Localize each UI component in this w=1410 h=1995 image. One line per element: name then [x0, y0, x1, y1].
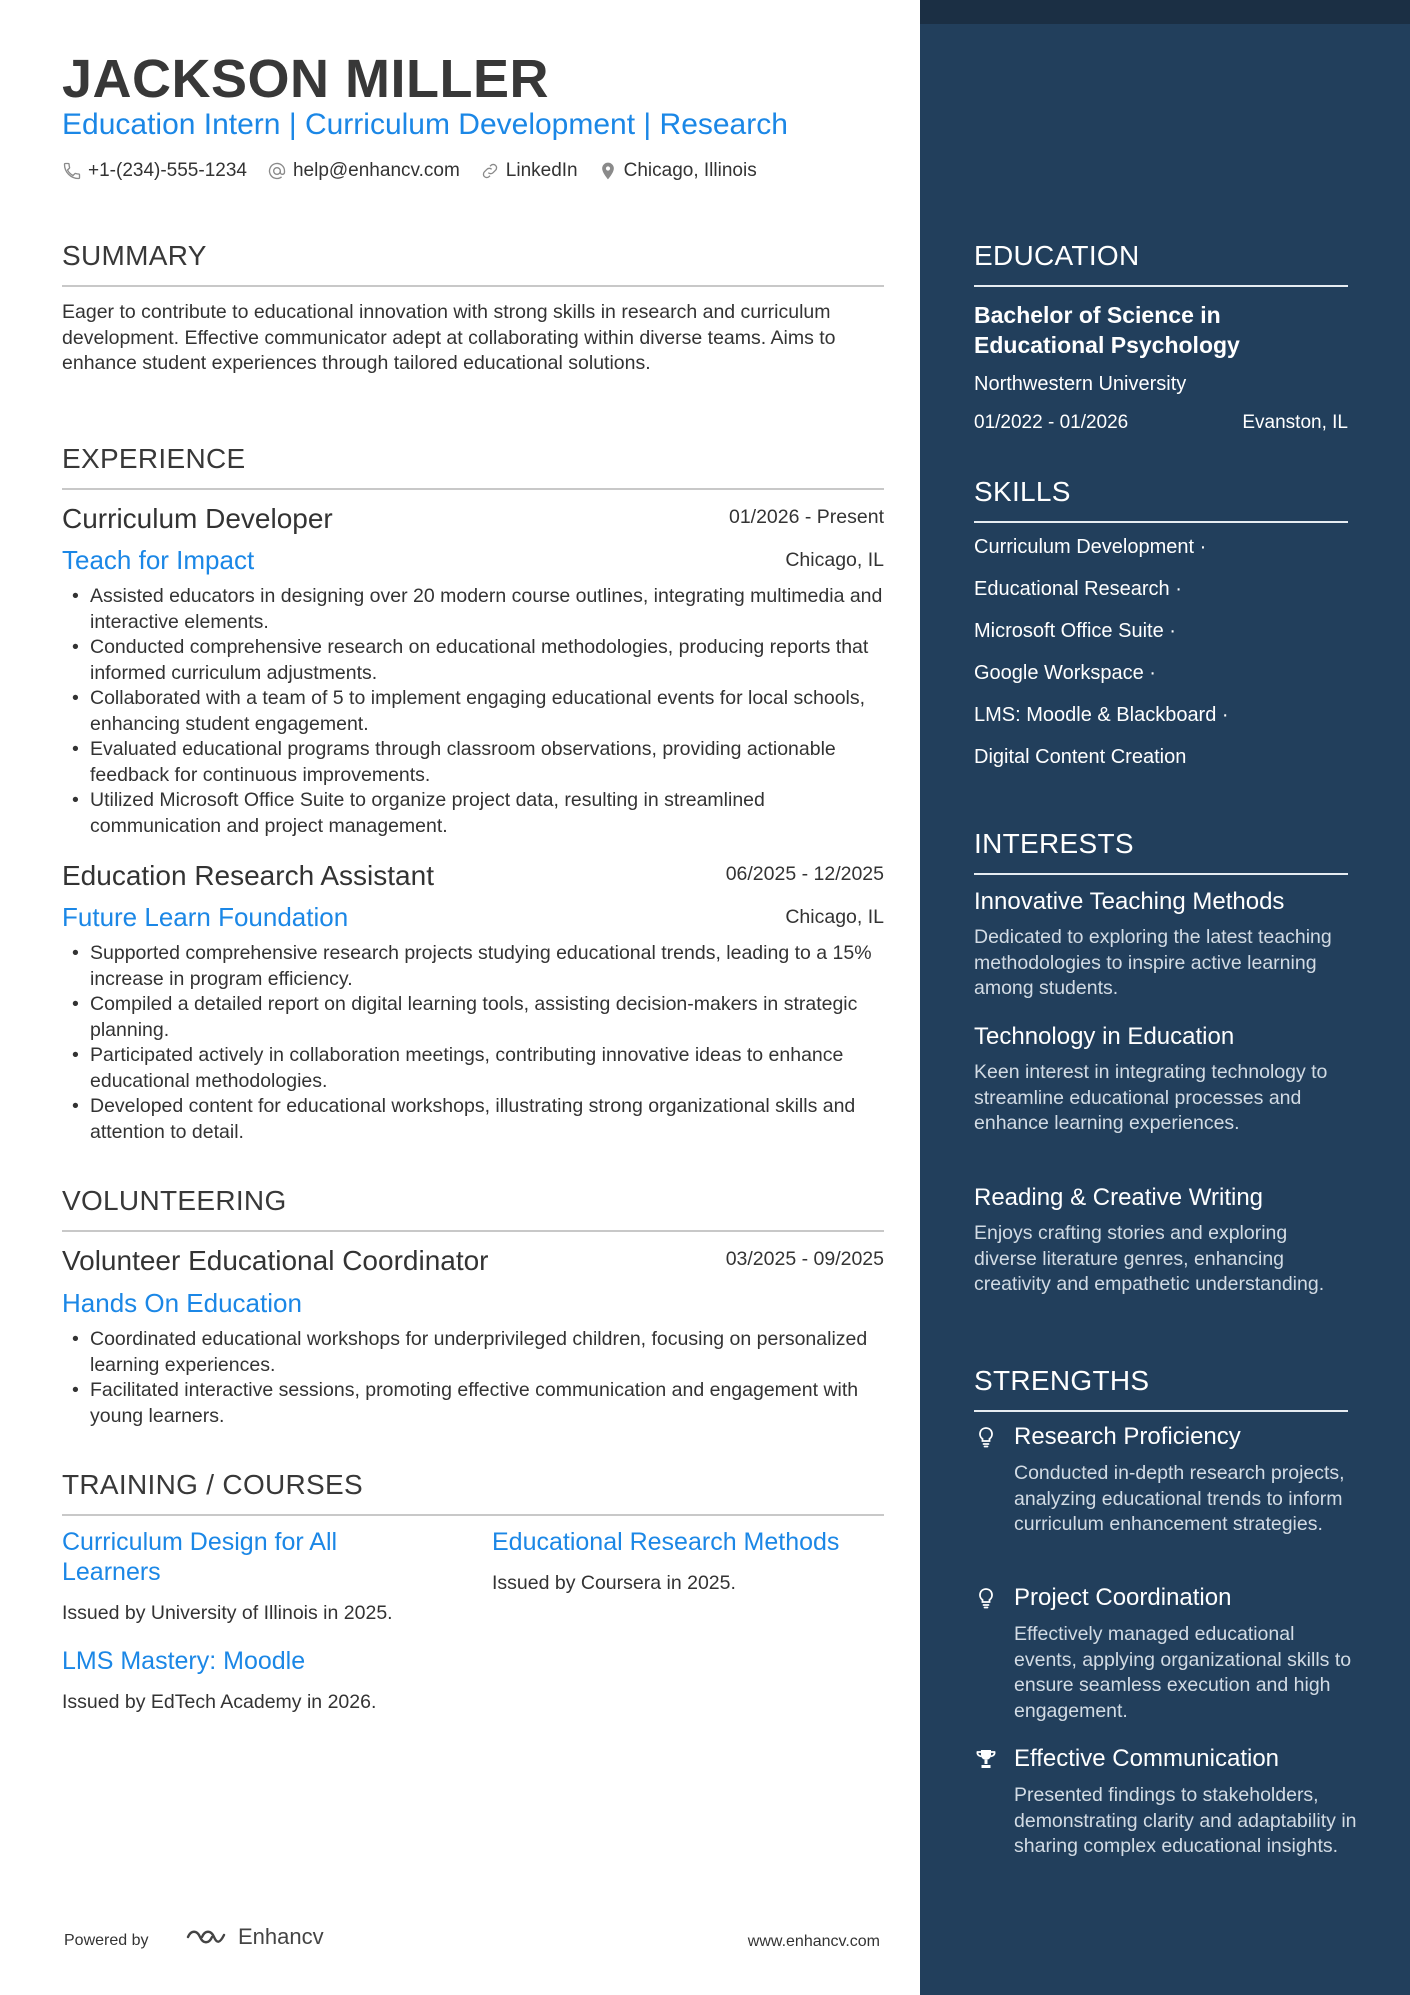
volunteer-bullets — [62, 1327, 892, 1429]
interest-desc: Dedicated to exploring the latest teaching methodologies to inspire active learning among students. — [974, 926, 1332, 999]
contact-location-text: Chicago, Illinois — [623, 160, 757, 181]
contact-row — [62, 160, 757, 182]
course-issuer: Issued by Coursera in 2025. — [492, 1572, 736, 1594]
bullet-item: • Conducted comprehensive research on educational methodologies, producing reports that informed curriculum adjustments. — [62, 635, 892, 686]
interest-title: Technology in Education — [974, 1023, 1235, 1050]
volunteering-rule — [62, 1230, 884, 1232]
strength-title: Research Proficiency — [1014, 1423, 1241, 1450]
skills-title: SKILLS — [974, 476, 1071, 507]
phone-icon — [62, 161, 82, 181]
volunteering-title: VOLUNTEERING — [62, 1185, 287, 1216]
skill-item: Microsoft Office Suite · — [974, 620, 1176, 642]
interest-desc: Enjoys crafting stories and exploring diverse literature genres, enhancing creativity and empathetic understanding. — [974, 1222, 1325, 1295]
course-name: Educational Research Methods — [492, 1528, 840, 1556]
bullet-item: • Developed content for educational workshops, illustrating strong organizational skills and attention to detail. — [62, 1094, 892, 1145]
strength-title: Project Coordination — [1014, 1584, 1232, 1611]
training-title: TRAINING / COURSES — [62, 1469, 363, 1500]
footer-url[interactable]: www.enhancv.com — [747, 1933, 880, 1950]
course-issuer: Issued by EdTech Academy in 2026. — [62, 1691, 377, 1713]
job-location: Chicago, IL — [785, 549, 884, 571]
contact-email-text: help@enhancv.com — [292, 160, 460, 181]
summary-text: Eager to contribute to educational innovation with strong skills in research and curriculum development. Effective communicator adept at collaborating within diverse teams. Aims to enhance student experiences through tailored educational solutions. — [62, 301, 836, 374]
footer-powered-by: Powered by — [64, 1932, 149, 1949]
job-date: 01/2026 - Present — [728, 506, 884, 528]
link-icon — [480, 161, 500, 181]
degree-name: Bachelor of Science in Educational Psychology — [974, 302, 1240, 358]
interests-title: INTERESTS — [974, 828, 1134, 859]
job-bullets — [62, 584, 892, 839]
job-title: Education Research Assistant — [62, 860, 434, 891]
job-date: 06/2025 - 12/2025 — [725, 863, 884, 885]
school-name: Northwestern University — [974, 373, 1187, 395]
strength-desc: Effectively managed educational events, applying organizational skills to ensure seamless execution and high engagement. — [1014, 1623, 1352, 1722]
bullet-item: • Coordinated educational workshops for underprivileged children, focusing on personalized learning experiences. — [62, 1327, 892, 1378]
lightbulb-icon — [974, 1425, 998, 1449]
candidate-name: JACKSON MILLER — [62, 49, 550, 109]
summary-title: SUMMARY — [62, 240, 207, 271]
company-name: Teach for Impact — [62, 545, 255, 575]
skills-rule — [974, 521, 1348, 523]
interest-title: Reading & Creative Writing — [974, 1184, 1264, 1211]
summary-rule — [62, 285, 884, 287]
interest-title: Innovative Teaching Methods — [974, 888, 1285, 915]
strength-desc: Conducted in-depth research projects, analyzing educational trends to inform curriculum enhancement strategies. — [1014, 1462, 1345, 1535]
strengths-title: STRENGTHS — [974, 1365, 1150, 1396]
skill-item: Google Workspace · — [974, 662, 1156, 684]
volunteer-date: 03/2025 - 09/2025 — [725, 1248, 884, 1270]
education-rule — [974, 285, 1348, 287]
job-title: Curriculum Developer — [62, 503, 333, 534]
trophy-icon — [974, 1747, 998, 1771]
bullet-item: • Supported comprehensive research projects studying educational trends, leading to a 15% increase in program efficiency. — [62, 941, 892, 992]
education-title: EDUCATION — [974, 240, 1140, 271]
bullet-item: • Utilized Microsoft Office Suite to organize project data, resulting in streamlined communication and project management. — [62, 788, 892, 839]
sidebar-top-bar — [920, 0, 1410, 24]
course-issuer: Issued by University of Illinois in 2025. — [62, 1602, 393, 1624]
experience-title: EXPERIENCE — [62, 443, 246, 474]
contact-phone-text: +1-(234)-555-1234 — [88, 160, 247, 181]
strength-title: Effective Communication — [1014, 1745, 1280, 1772]
enhancv-logo-icon — [184, 1925, 230, 1949]
bullet-item: • Compiled a detailed report on digital learning tools, assisting decision-makers in strategic planning. — [62, 992, 892, 1043]
bullet-item: • Assisted educators in designing over 20 modern course outlines, integrating multimedia and interactive elements. — [62, 584, 892, 635]
interests-rule — [974, 873, 1348, 875]
headline: Education Intern | Curriculum Development | Research — [62, 108, 788, 141]
footer-brand: Enhancv — [238, 1924, 324, 1949]
contact-linkedin[interactable] — [480, 160, 578, 182]
contact-phone[interactable] — [62, 160, 247, 182]
job-bullets — [62, 941, 892, 1145]
experience-rule — [62, 488, 884, 490]
contact-linkedin-text: LinkedIn — [505, 160, 578, 181]
volunteer-org: Hands On Education — [62, 1288, 302, 1318]
company-name: Future Learn Foundation — [62, 902, 349, 932]
course-name: Curriculum Design for All Learners — [62, 1528, 338, 1586]
interest-desc: Keen interest in integrating technology to streamline educational processes and enhance learning experiences. — [974, 1061, 1328, 1134]
bullet-item: • Participated actively in collaboration meetings, contributing innovative ideas to enhance educational methodologies. — [62, 1043, 892, 1094]
strengths-rule — [974, 1410, 1348, 1412]
job-location: Chicago, IL — [785, 906, 884, 928]
bullet-item: • Collaborated with a team of 5 to implement engaging educational events for local schools, enhancing student engagement. — [62, 686, 892, 737]
volunteer-role: Volunteer Educational Coordinator — [62, 1245, 489, 1276]
contact-email[interactable] — [267, 160, 460, 182]
lightbulb-icon — [974, 1586, 998, 1610]
contact-location — [598, 160, 757, 182]
bullet-item: • Facilitated interactive sessions, promoting effective communication and engagement with young learners. — [62, 1378, 892, 1429]
location-pin-icon — [598, 161, 618, 181]
strength-desc: Presented findings to stakeholders, demonstrating clarity and adaptability in sharing complex educational insights. — [1014, 1784, 1357, 1857]
skill-item: Digital Content Creation — [974, 746, 1187, 768]
skill-item: LMS: Moodle & Blackboard · — [974, 704, 1229, 726]
training-rule — [62, 1514, 884, 1516]
at-icon — [267, 161, 287, 181]
skill-item: Educational Research · — [974, 578, 1182, 600]
footer-logo[interactable] — [184, 1924, 324, 1950]
bullet-item: • Evaluated educational programs through classroom observations, providing actionable feedback for continuous improvements. — [62, 737, 892, 788]
course-name: LMS Mastery: Moodle — [62, 1647, 306, 1675]
education-date: 01/2022 - 01/2026 — [974, 412, 1129, 433]
education-location: Evanston, IL — [1242, 412, 1348, 433]
skill-item: Curriculum Development · — [974, 536, 1207, 558]
